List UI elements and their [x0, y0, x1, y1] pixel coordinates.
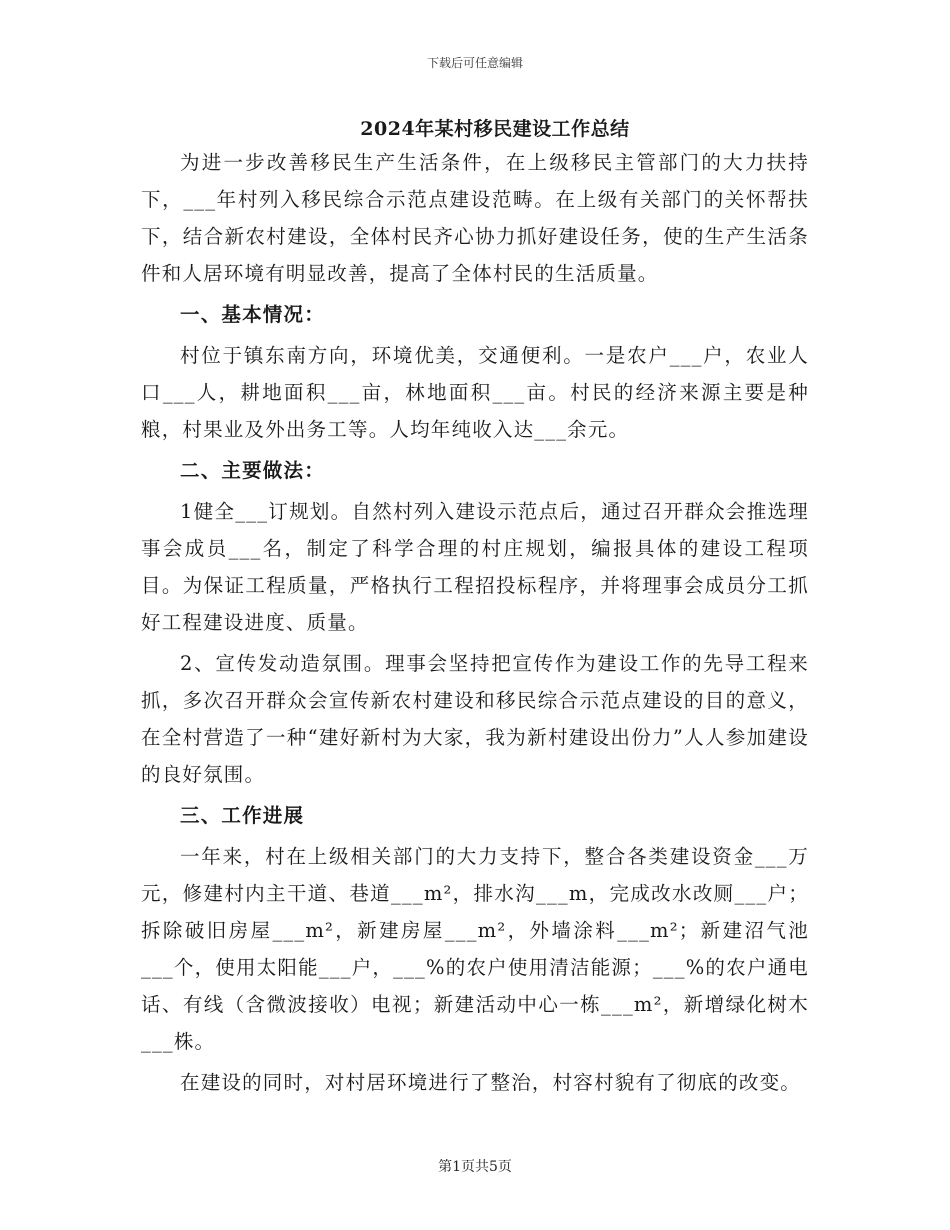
paragraph-intro: 为进一步改善移民生产生活条件，在上级移民主管部门的大力扶持下，___年村列入移民综合示范点建设范畴。在上级有关部门的关怀帮扶下，结合新农村建设，全体村民齐心协力抓好建设任务，使的生产生活条件和人居环境有明显改善，提高了全体村民的生活质量。	[141, 151, 809, 285]
paragraph-progress: 一年来，村在上级相关部门的大力支持下，整合各类建设资金___万元，修建村内主干道、巷道___m²，排水沟___m，完成改水改厕___户；拆除破旧房屋___m²，新建房屋___m²，外墙涂料___m²；新建沼气池___个，使用太阳能___户，___%的农户使用清洁能源；___%的农户通电话、有线（含微波接收）电视；新建活动中心一栋___m²，新增绿化树木___株。	[141, 845, 809, 1053]
section-heading-practices: 二、主要做法：	[180, 459, 325, 482]
paragraph-practice-2: 2、宣传发动造氛围。理事会坚持把宣传作为建设工作的先导工程来抓，多次召开群众会宣传新农村建设和移民综合示范点建设的目的意义，在全村营造了一种“建好新村为大家，我为新村建设出份力”人人参加建设的良好氛围。	[141, 652, 809, 786]
section-heading-basic: 一、基本情况：	[180, 303, 325, 326]
header-note: 下载后可任意编辑	[426, 56, 523, 70]
page-footer: 第1页共5页	[438, 1159, 512, 1175]
document-body	[141, 144, 809, 1101]
document-title: 2024年某村移民建设工作总结	[360, 118, 630, 140]
paragraph-basic: 村位于镇东南方向，环境优美，交通便利。一是农户___户，农业人口___人，耕地面积___亩，林地面积___亩。村民的经济来源主要是种粮，村果业及外出务工等。人均年纯收入达___余元。	[141, 344, 809, 441]
section-heading-progress: 三、工作进展	[180, 804, 305, 827]
paragraph-environment: 在建设的同时，对村居环境进行了整治，村容村貌有了彻底的改变。	[180, 1071, 802, 1094]
paragraph-practice-1: 1健全___订规划。自然村列入建设示范点后，通过召开群众会推选理事会成员___名，制定了科学合理的村庄规划，编报具体的建设工程项目。为保证工程质量，严格执行工程招投标程序，并将理事会成员分工抓好工程建设进度、质量。	[141, 500, 809, 634]
